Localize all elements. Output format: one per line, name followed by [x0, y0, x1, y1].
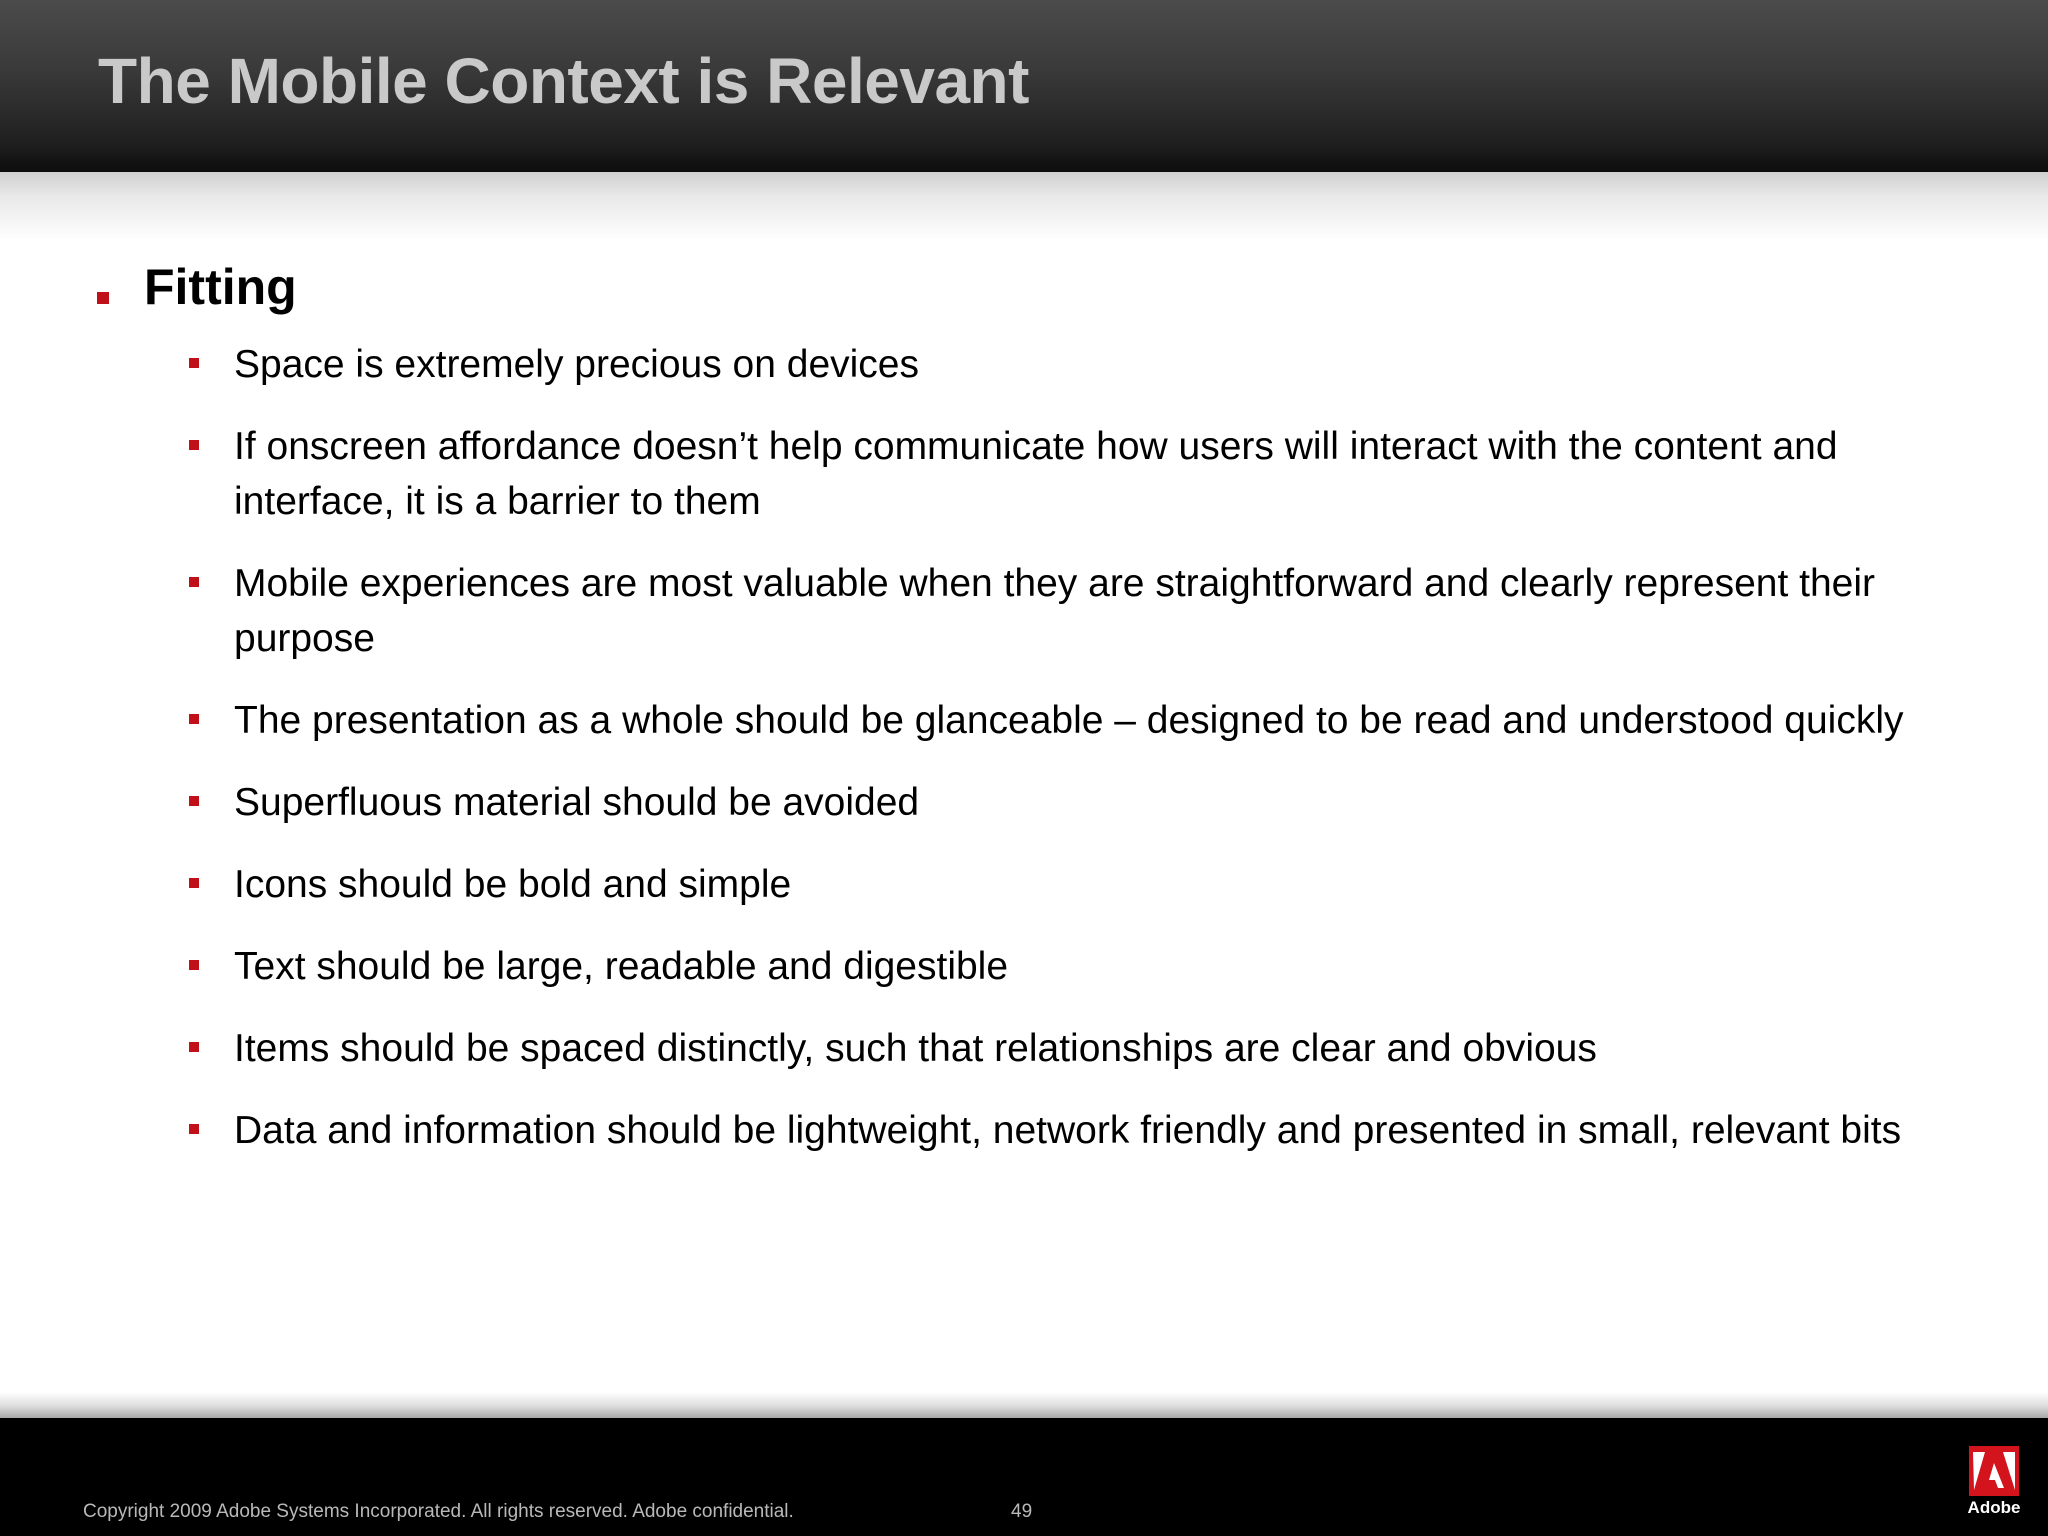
- square-bullet-icon: [189, 1124, 199, 1134]
- header-shadow: [0, 172, 2048, 242]
- footer-shadow: [0, 1392, 2048, 1418]
- list-item: [0, 693, 2048, 748]
- bullet-text: Data and information should be lightweight, network friendly and presented in small, relevant bits: [234, 1109, 1902, 1152]
- list-item: [0, 857, 2048, 912]
- bullet-text: Text should be large, readable and digestible: [234, 945, 1009, 988]
- square-bullet-icon: [189, 440, 199, 450]
- list-item: [0, 419, 2048, 529]
- bullet-text: Icons should be bold and simple: [234, 863, 792, 906]
- copyright-notice: Copyright 2009 Adobe Systems Incorporated. All rights reserved. Adobe confidential.: [83, 1501, 794, 1522]
- bullet-text: Items should be spaced distinctly, such that relationships are clear and obvious: [234, 1027, 1597, 1070]
- square-bullet-icon: [189, 960, 199, 970]
- square-bullet-icon: [189, 796, 199, 806]
- bullet-text: If onscreen affordance doesn’t help communicate how users will interact with the content and interface, it is a barrier to them: [234, 425, 1838, 523]
- list-item: [0, 337, 2048, 392]
- topic-heading-row: [0, 252, 2048, 322]
- list-item: [0, 1021, 2048, 1076]
- list-item: [0, 1103, 2048, 1158]
- square-bullet-icon: [189, 714, 199, 724]
- bullet-text: Superfluous material should be avoided: [234, 781, 920, 824]
- list-item: [0, 556, 2048, 666]
- adobe-logo: [1958, 1446, 2030, 1530]
- logo-wordmark: Adobe: [1967, 1498, 2021, 1517]
- adobe-logo-icon: [1958, 1446, 2030, 1496]
- slide-title: The Mobile Context is Relevant: [98, 45, 1029, 117]
- bullet-list: [0, 337, 2048, 1185]
- square-bullet-icon: [189, 358, 199, 368]
- bullet-text: The presentation as a whole should be glanceable – designed to be read and understood quickly: [234, 699, 1904, 742]
- square-bullet-icon: [97, 292, 109, 304]
- square-bullet-icon: [189, 878, 199, 888]
- list-item: [0, 939, 2048, 994]
- bullet-text: Mobile experiences are most valuable when they are straightforward and clearly represent their purpose: [234, 562, 1876, 660]
- slide-header: [0, 0, 2048, 172]
- square-bullet-icon: [189, 1042, 199, 1052]
- bullet-text: Space is extremely precious on devices: [234, 343, 919, 386]
- slide-footer: [0, 1418, 2048, 1536]
- list-item: [0, 775, 2048, 830]
- topic-heading: Fitting: [144, 259, 297, 315]
- page-number: 49: [1011, 1501, 1033, 1522]
- square-bullet-icon: [189, 577, 199, 587]
- slide-body: [0, 242, 2048, 1392]
